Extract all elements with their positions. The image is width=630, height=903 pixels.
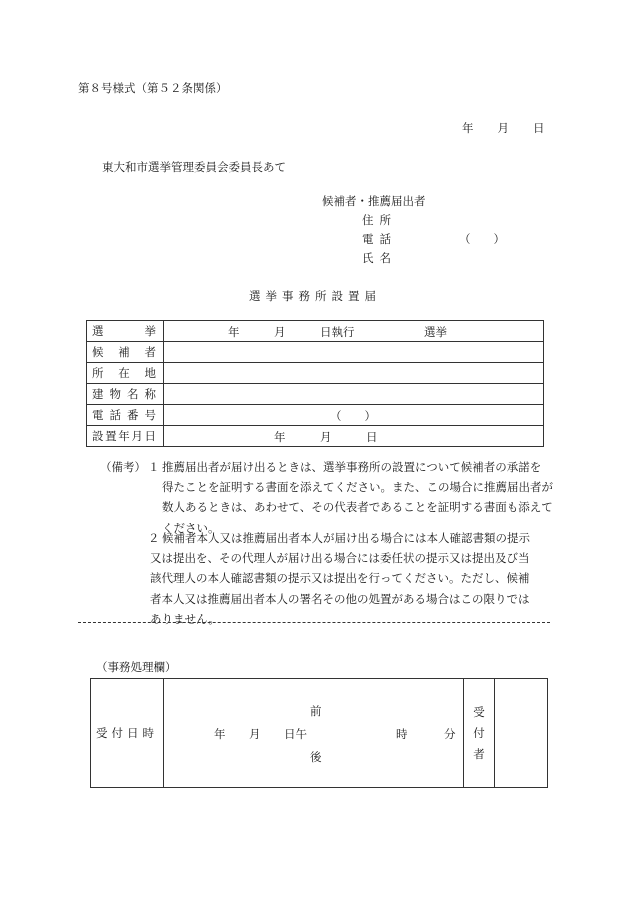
- received-by-char: 付: [473, 725, 485, 740]
- remark-line: 数人あるときは、あわせて、その代表者であることを証明する書面も添えて: [162, 500, 553, 515]
- applicant-address-label: 住所: [362, 213, 397, 227]
- remark-line: 得たことを証明する書面を添えてください。また、この場合に推薦届出者が: [162, 480, 553, 495]
- applicant-phone-paren: （ ）: [459, 232, 505, 246]
- received-by-signature-cell[interactable]: [495, 679, 548, 788]
- received-minute: 分: [444, 727, 456, 741]
- remark-text: [162, 457, 553, 538]
- received-datetime-cell[interactable]: [164, 679, 464, 788]
- remark-text: [150, 528, 548, 629]
- remark-line: 者本人又は推薦届出者本人の署名その他の処置がある場合はこの限りでは: [150, 591, 530, 606]
- office-use-table: [90, 678, 548, 788]
- form-number: 第８号様式（第５２条関係）: [78, 81, 228, 95]
- row-label-location: 所在地: [87, 363, 164, 384]
- remark-line: 推薦届出者が届け出るときは、選挙事務所の設置について候補者の承諾を: [162, 460, 542, 474]
- received-day-ampm: 日午: [284, 727, 307, 741]
- remark-line: 候補者本人又は推薦届出者本人が届け出る場合には本人確認書類の提示: [162, 531, 530, 545]
- addressee: 東大和市選挙管理委員会委員長あて: [102, 160, 286, 174]
- table-row: [87, 321, 544, 342]
- am-label: 前: [310, 704, 322, 718]
- date-year-label: 年: [462, 121, 474, 135]
- row-label-election: 選挙: [87, 321, 164, 342]
- remark-line: ください。: [162, 520, 220, 535]
- phone-paren: （ ）: [330, 409, 376, 423]
- received-by-char: 受: [473, 704, 485, 719]
- row-label-candidate: 候補者: [87, 342, 164, 363]
- applicant-name-label: 氏名: [362, 251, 397, 265]
- received-hour: 時: [396, 727, 408, 741]
- election-cell[interactable]: [164, 321, 544, 342]
- received-year: 年: [214, 727, 226, 741]
- row-label-setup-date: 設置年月日: [87, 426, 164, 447]
- applicant-phone-row: [362, 231, 505, 247]
- pm-label: 後: [310, 750, 322, 764]
- received-datetime-label: 受付日時: [91, 679, 164, 788]
- table-row: [87, 405, 544, 426]
- applicant-phone-label: 電話: [362, 232, 397, 246]
- row-label-phone: 電話番号: [87, 405, 164, 426]
- setup-year: 年: [274, 430, 286, 444]
- received-by-label: [464, 679, 495, 788]
- remark-line: 又は提出を、その代理人が届け出る場合には委任状の提示又は提出及び当: [150, 551, 530, 566]
- phone-cell[interactable]: [164, 405, 544, 426]
- cut-line: [78, 622, 550, 623]
- document-title: 選挙事務所設置届: [249, 289, 381, 303]
- table-row: [87, 363, 544, 384]
- remark-number: １: [148, 460, 160, 474]
- date-day-label: 日: [533, 121, 545, 135]
- election-day: 日執行: [320, 325, 355, 339]
- notification-table: [86, 320, 544, 447]
- remark-line: 該代理人の本人確認書類の提示又は提出を行ってください。ただし、候補: [150, 571, 530, 586]
- row-label-building: 建物名称: [87, 384, 164, 405]
- election-year: 年: [228, 325, 240, 339]
- received-by-char: 者: [473, 746, 485, 761]
- received-month: 月: [249, 727, 261, 741]
- table-row: [87, 384, 544, 405]
- election-month: 月: [274, 325, 286, 339]
- office-use-heading: （事務処理欄）: [96, 660, 177, 674]
- setup-day: 日: [366, 430, 378, 444]
- table-row: [87, 426, 544, 447]
- date-month-label: 月: [497, 121, 509, 135]
- location-cell[interactable]: [164, 363, 544, 384]
- applicant-heading: 候補者・推薦届出者: [322, 194, 426, 208]
- remark-number: ２: [148, 531, 160, 545]
- setup-month: 月: [320, 430, 332, 444]
- table-row: [87, 342, 544, 363]
- remark-line: ありません。: [150, 611, 220, 626]
- building-cell[interactable]: [164, 384, 544, 405]
- remarks-heading: （備考）: [100, 460, 146, 474]
- candidate-cell[interactable]: [164, 342, 544, 363]
- election-suffix: 選挙: [424, 325, 447, 339]
- submission-date: [462, 120, 545, 136]
- setup-date-cell[interactable]: [164, 426, 544, 447]
